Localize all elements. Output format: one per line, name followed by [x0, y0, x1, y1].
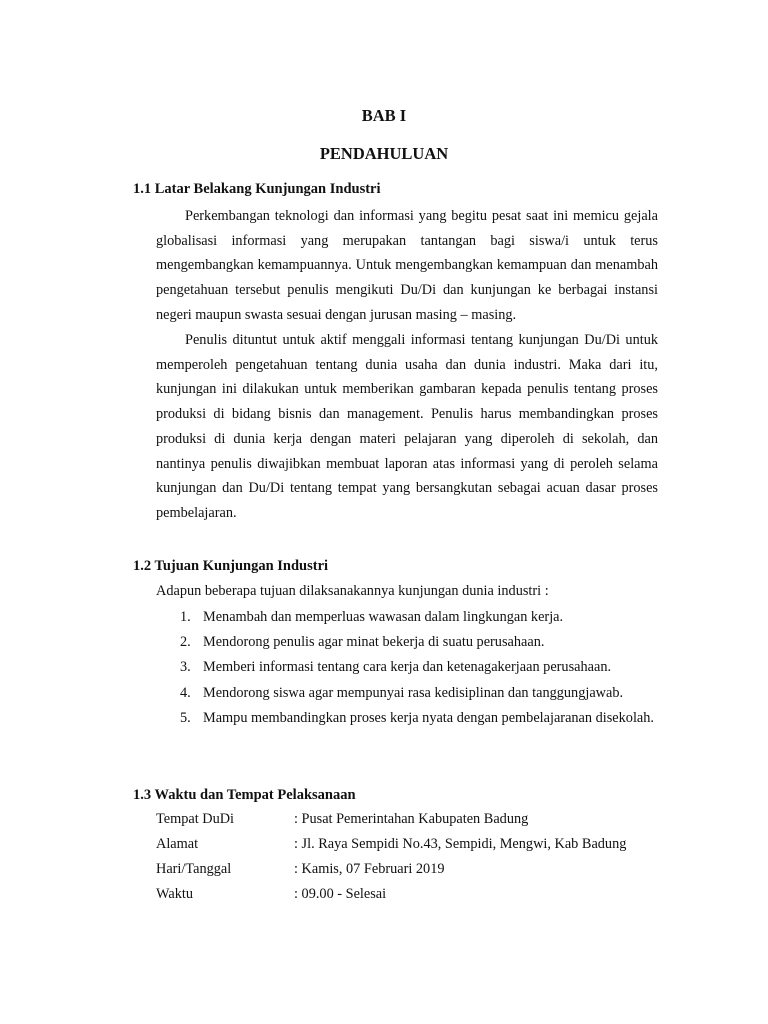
list-item-text: Mampu membandingkan proses kerja nyata dengan pembelajaranan disekolah.: [203, 709, 654, 726]
list-number: 3.: [180, 659, 191, 676]
info-label: Tempat DuDi: [156, 811, 235, 827]
info-value: : Kamis, 07 Februari 2019: [294, 861, 445, 877]
info-value: : Jl. Raya Sempidi No.43, Sempidi, Mengwi, Kab Badung: [294, 836, 627, 852]
list-number: 4.: [180, 684, 191, 701]
list-item-text: Mendorong penulis agar minat bekerja di suatu perusahaan.: [203, 634, 545, 651]
list-item: [156, 630, 658, 655]
chapter-number: BAB I: [361, 106, 407, 125]
list-item: [156, 706, 658, 731]
list-item-text: Mendorong siswa agar mempunyai rasa kedisiplinan dan tanggungjawab.: [203, 684, 624, 701]
list-item: [156, 681, 658, 706]
paragraph-latar-belakang-1: Perkembangan teknologi dan informasi yang begitu pesat saat ini memicu gejala globalisasi informasi yang merupakan tantangan bagi siswa/i untuk terus mengembangkan kemampuannya. Untuk mengembangkan kemampuan dan menambah pengetahuan tersebut penulis mengikuti Du/Di dan kunjungan ke berbagai instansi negeri maupun swasta sesuai dengan jurusan masing – masing.: [156, 208, 658, 323]
list-item-text: Menambah dan memperluas wawasan dalam lingkungan kerja.: [203, 609, 564, 625]
list-number: 1.: [180, 609, 191, 625]
list-number: 2.: [180, 634, 191, 651]
paragraph-latar-belakang-2: Penulis dituntut untuk aktif menggali informasi tentang kunjungan Du/Di untuk memperoleh pengetahuan tentang dunia usaha dan dunia industri. Maka dari itu, kunjungan ini dilakukan untuk memberikan gambaran kepada penulis tentang proses produksi di bidang bisnis dan management. Penulis harus membandingkan proses produksi di dunia kerja dengan materi pelajaran yang diperoleh di sekolah, dan nantinya penulis diwajibkan membuat laporan atas informasi yang di peroleh selama kunjungan dan Du/Di tentang tempat yang bersangkutan sebagai acuan dasar proses pembelajaran.: [156, 332, 658, 521]
list-item: [156, 655, 658, 680]
info-label: Alamat: [156, 836, 199, 852]
chapter-title: PENDAHULUAN: [319, 144, 449, 163]
list-item-text: Memberi informasi tentang cara kerja dan ketenagakerjaan perusahaan.: [203, 659, 612, 676]
list-item: [156, 605, 658, 630]
tujuan-intro: Adapun beberapa tujuan dilaksanakannya kunjungan dunia industri :: [156, 583, 549, 599]
section-heading-tujuan: 1.2 Tujuan Kunjungan Industri: [133, 558, 329, 574]
list-number: 5.: [180, 709, 191, 726]
tujuan-list: [156, 605, 658, 731]
info-label: Hari/Tanggal: [156, 861, 232, 877]
info-value: : 09.00 - Selesai: [294, 886, 387, 902]
info-value: : Pusat Pemerintahan Kabupaten Badung: [294, 811, 529, 827]
section-heading-waktu-tempat: 1.3 Waktu dan Tempat Pelaksanaan: [133, 787, 356, 803]
info-label: Waktu: [156, 886, 193, 902]
section-heading-latar-belakang: 1.1 Latar Belakang Kunjungan Industri: [133, 181, 381, 197]
